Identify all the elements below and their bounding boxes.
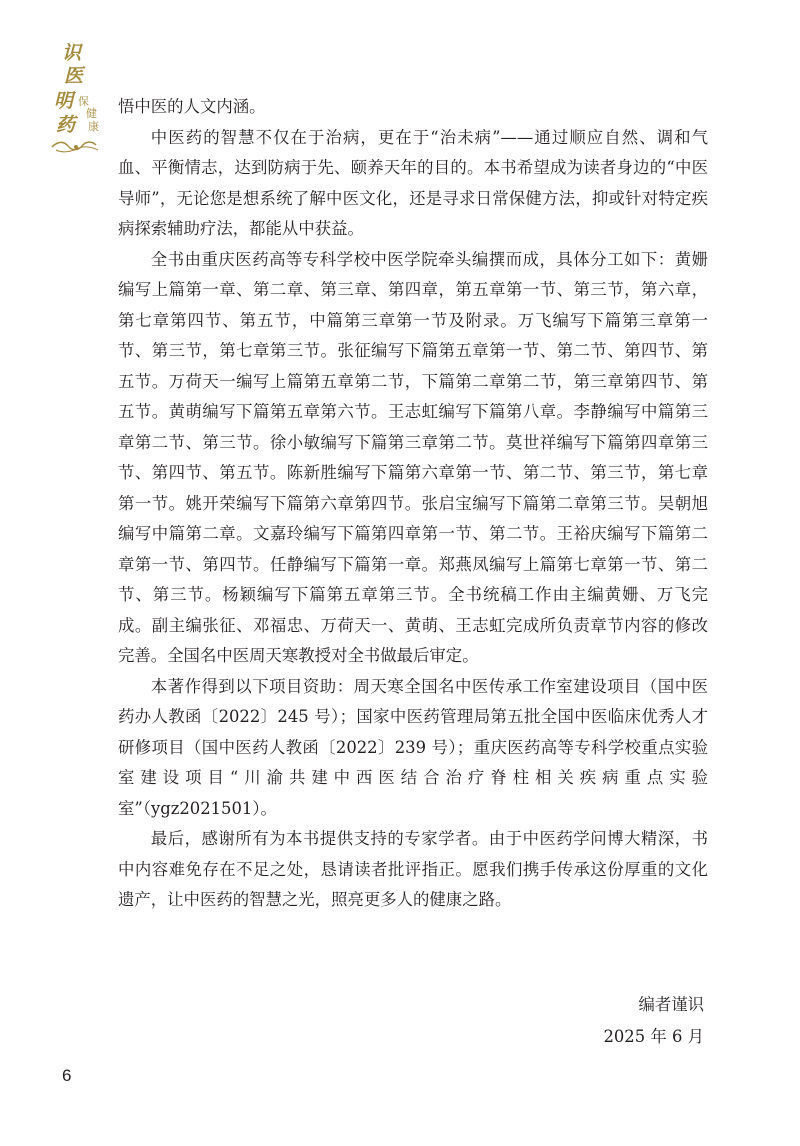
logo-ornament-icon bbox=[50, 140, 102, 154]
signature-author: 编者谨识 bbox=[638, 995, 704, 1014]
paragraph-3: 全书由重庆医药高等专科学校中医学院牵头编撰而成，具体分工如下：黄姗编写上篇第一章、第二章、第三章、第四章，第五章第一节、第三节，第六章，第七章第四节、第五节，中篇第三章第一节及附录。万飞编写下篇第三章第一节、第三节，第七章第三节。张征编写下篇第五章第一节、第二节、第四节、第五节。万荷天一编写上篇第五章第二节，下篇第二章第二节，第三章第四节、第五节。黄萌编写下篇第五章第六节。王志虹编写下篇第八章。李静编写中篇第三章第二节、第三节。徐小敏编写下篇第三章第二节。莫世祥编写下篇第四章第三节、第四节、第五节。陈新胜编写下篇第六章第一节、第二节、第三节，第七章第一节。姚开荣编写下篇第六章第四节。张启宝编写下篇第二章第三节。吴朝旭编写中篇第二章。文嘉玲编写下篇第四章第一节、第二节。王裕庆编写下篇第二章第一节、第四节。任静编写下篇第一章。郑燕凤编写上篇第七章第一节、第二节、第三节。杨颖编写下篇第五章第三节。全书统稿工作由主编黄姗、万飞完成。副主编张征、邓福忠、万荷天一、黄萌、王志虹完成所负责章节内容的修改完善。全国名中医周天寒教授对全书做最后审定。 bbox=[118, 249, 708, 665]
logo-char-2: 医 bbox=[64, 65, 84, 87]
paragraph-2: 中医药的智慧不仅在于治病，更在于“治未病”——通过顺应自然、调和气血、平衡情志，达到防病于先、颐养天年的目的。本书希望成为读者身边的“中医导师”，无论您是想系统了解中医文化，还是寻求日常保健方法，抑或针对特定疾病探索辅助疗法，都能从中获益。 bbox=[118, 127, 708, 238]
logo-side-char-3: 康 bbox=[88, 120, 99, 133]
logo-side-char-1: 保 bbox=[78, 95, 89, 108]
main-content bbox=[118, 92, 708, 916]
page-number: 6 bbox=[62, 1066, 72, 1085]
paragraph-4: 本著作得到以下项目资助：周天寒全国名中医传承工作室建设项目（国中医药办人教函〔2022〕245 号）；国家中医药管理局第五批全国中医临床优秀人才研修项目（国中医药人教函〔2022〕239 号）；重庆医药高等专科学校重点实验室建设项目“川渝共建中西医结合治疗脊柱相关疾病重点实验室”（ygz2021501）。 bbox=[118, 676, 708, 818]
logo-side-char-2: 健 bbox=[86, 107, 97, 120]
logo-char-3: 明 bbox=[54, 90, 74, 112]
paragraph-5: 最后，感谢所有为本书提供支持的专家学者。由于中医药学问博大精深，书中内容难免存在不足之处，恳请读者批评指正。愿我们携手传承这份厚重的文化遗产，让中医药的智慧之光，照亮更多人的健康之路。 bbox=[118, 829, 708, 909]
header-logo bbox=[50, 40, 110, 160]
signature-date: 2025 年 6 月 bbox=[603, 1027, 704, 1046]
logo-char-4: 药 bbox=[56, 114, 76, 136]
logo-char-1: 识 bbox=[62, 42, 82, 64]
paragraph-1: 悟中医的人文内涵。 bbox=[118, 97, 266, 116]
